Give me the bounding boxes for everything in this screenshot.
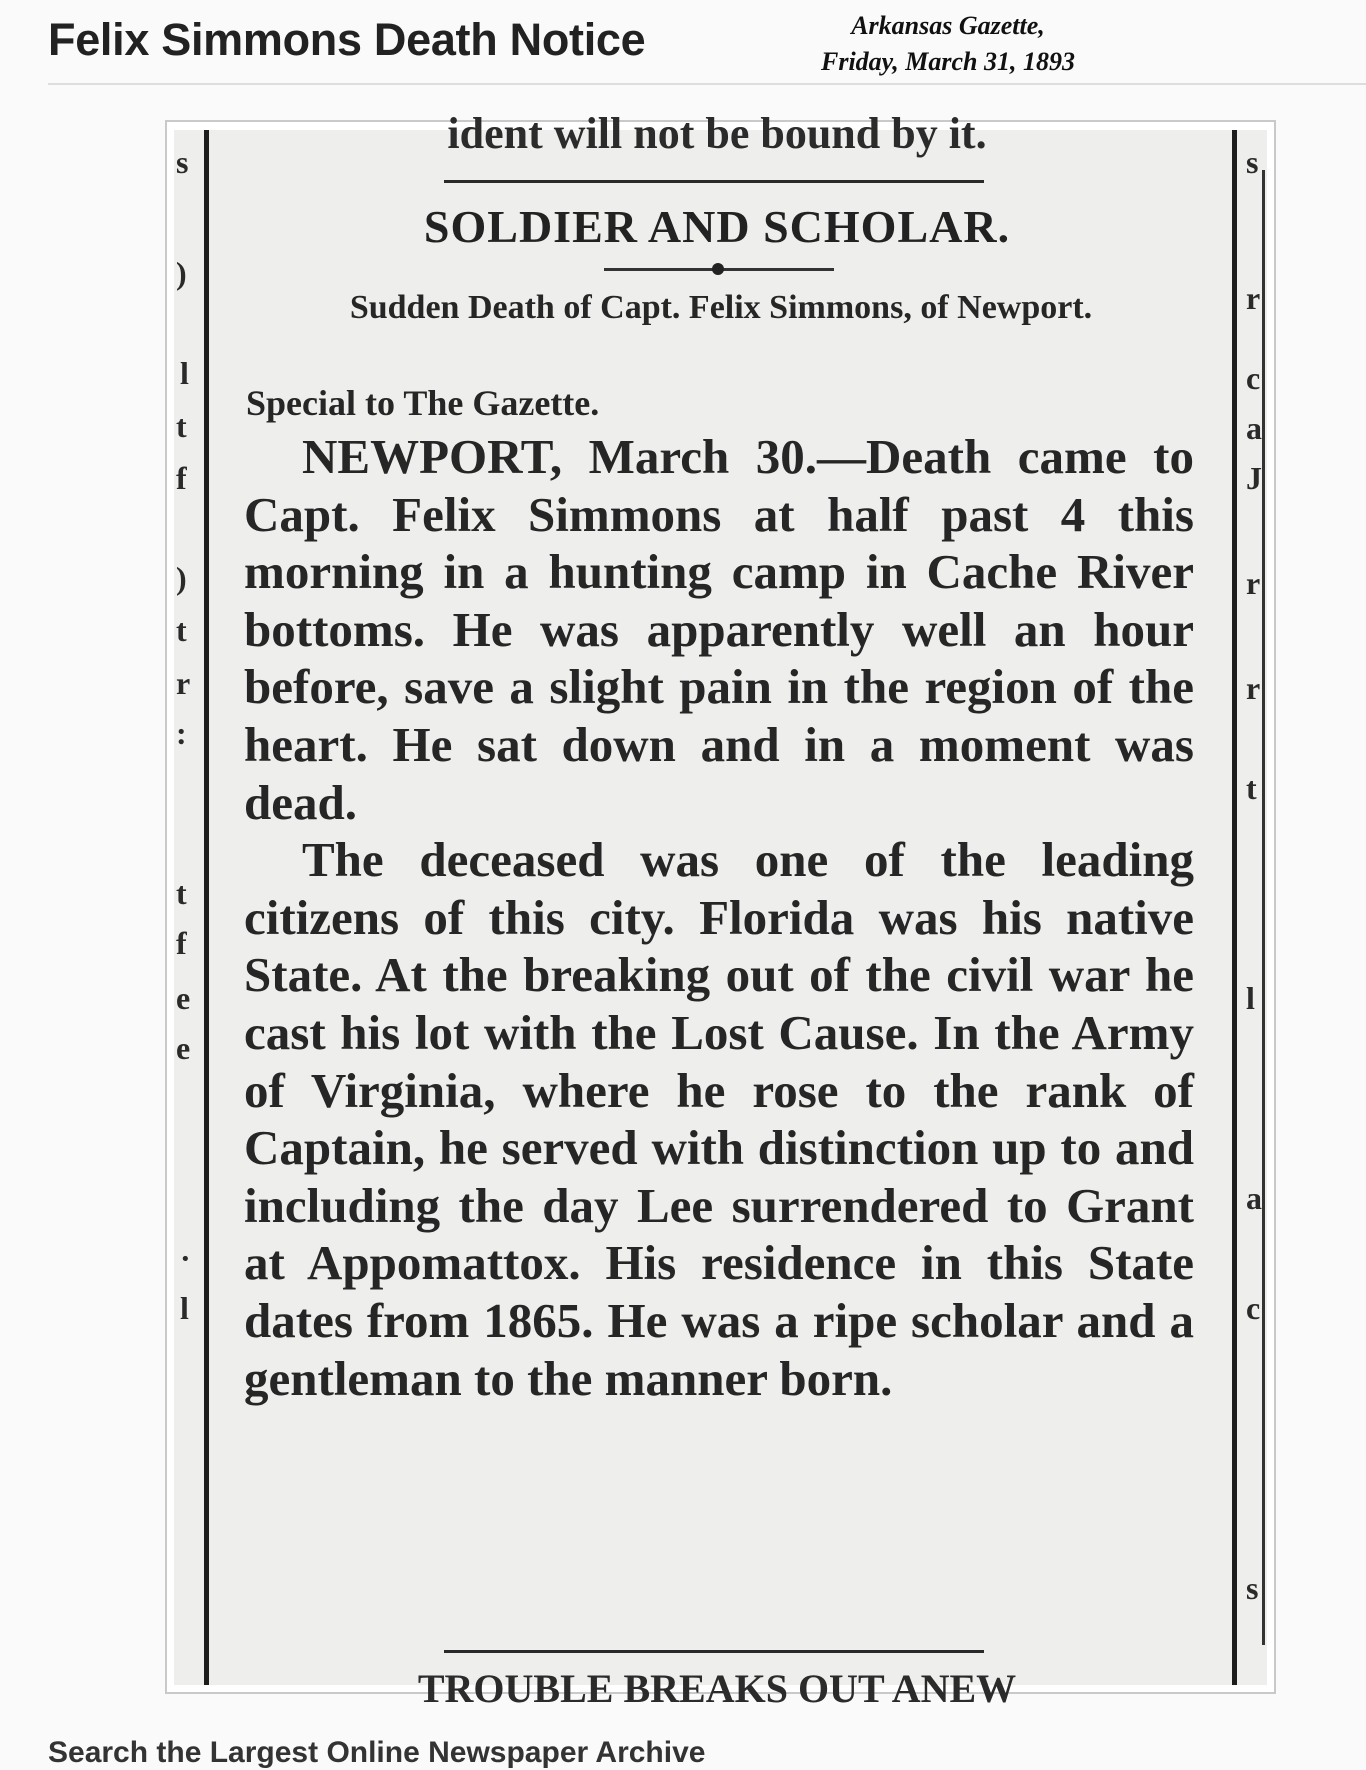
article-headline: SOLDIER AND SCHOLAR. [423,201,1011,252]
page-title: Felix Simmons Death Notice [48,14,646,65]
column-rule-left [204,130,209,1685]
adjacent-column-right: s r c a J r r t l a c s [1246,144,1262,1606]
headline-ornament-dot [712,263,724,275]
article-divider-bottom [444,1650,984,1653]
article-body [244,428,1194,1407]
newspaper-clipping-image[interactable] [174,109,1267,1711]
source-citation [768,8,1128,80]
adjacent-column-left: s ) l t f ) t r : t f e e · l [176,144,191,1326]
source-newspaper: Arkansas Gazette, [851,11,1045,40]
source-date: Friday, March 31, 1893 [821,47,1075,76]
article-paragraph: The deceased was one of the leading citizens of this city. Florida was his native State. At the breaking out of the civil war he cast his lot with the Lost Cause. In the Army of Virginia, where he rose to the rank of Captain, he served with distinction up to and including the day Lee surrendered to Grant at Appomattox. His residence in this State dates from 1865. He was a ripe scholar and a gentleman to the manner born. [244,832,1194,1406]
previous-article-fragment: ident will not be bound by it. [447,109,987,158]
article-divider-top [444,180,984,183]
article-special-note: Special to The Gazette. [246,383,600,423]
column-rule-right [1232,130,1237,1685]
article-subhead: Sudden Death of Capt. Felix Simmons, of Newport. [349,289,1093,326]
header-divider [48,83,1366,85]
article-paragraph: NEWPORT, March 30.—Death came to Capt. Felix Simmons at half past 4 this morning in a hunting camp in Cache River bottoms. He was apparently well an hour before, save a slight pain in the region of the heart. He sat down and in a moment was dead. [244,429,1194,830]
next-article-fragment: TROUBLE BREAKS OUT ANEW [417,1666,1017,1711]
archive-search-link[interactable]: Search the Largest Online Newspaper Archive [48,1736,706,1769]
